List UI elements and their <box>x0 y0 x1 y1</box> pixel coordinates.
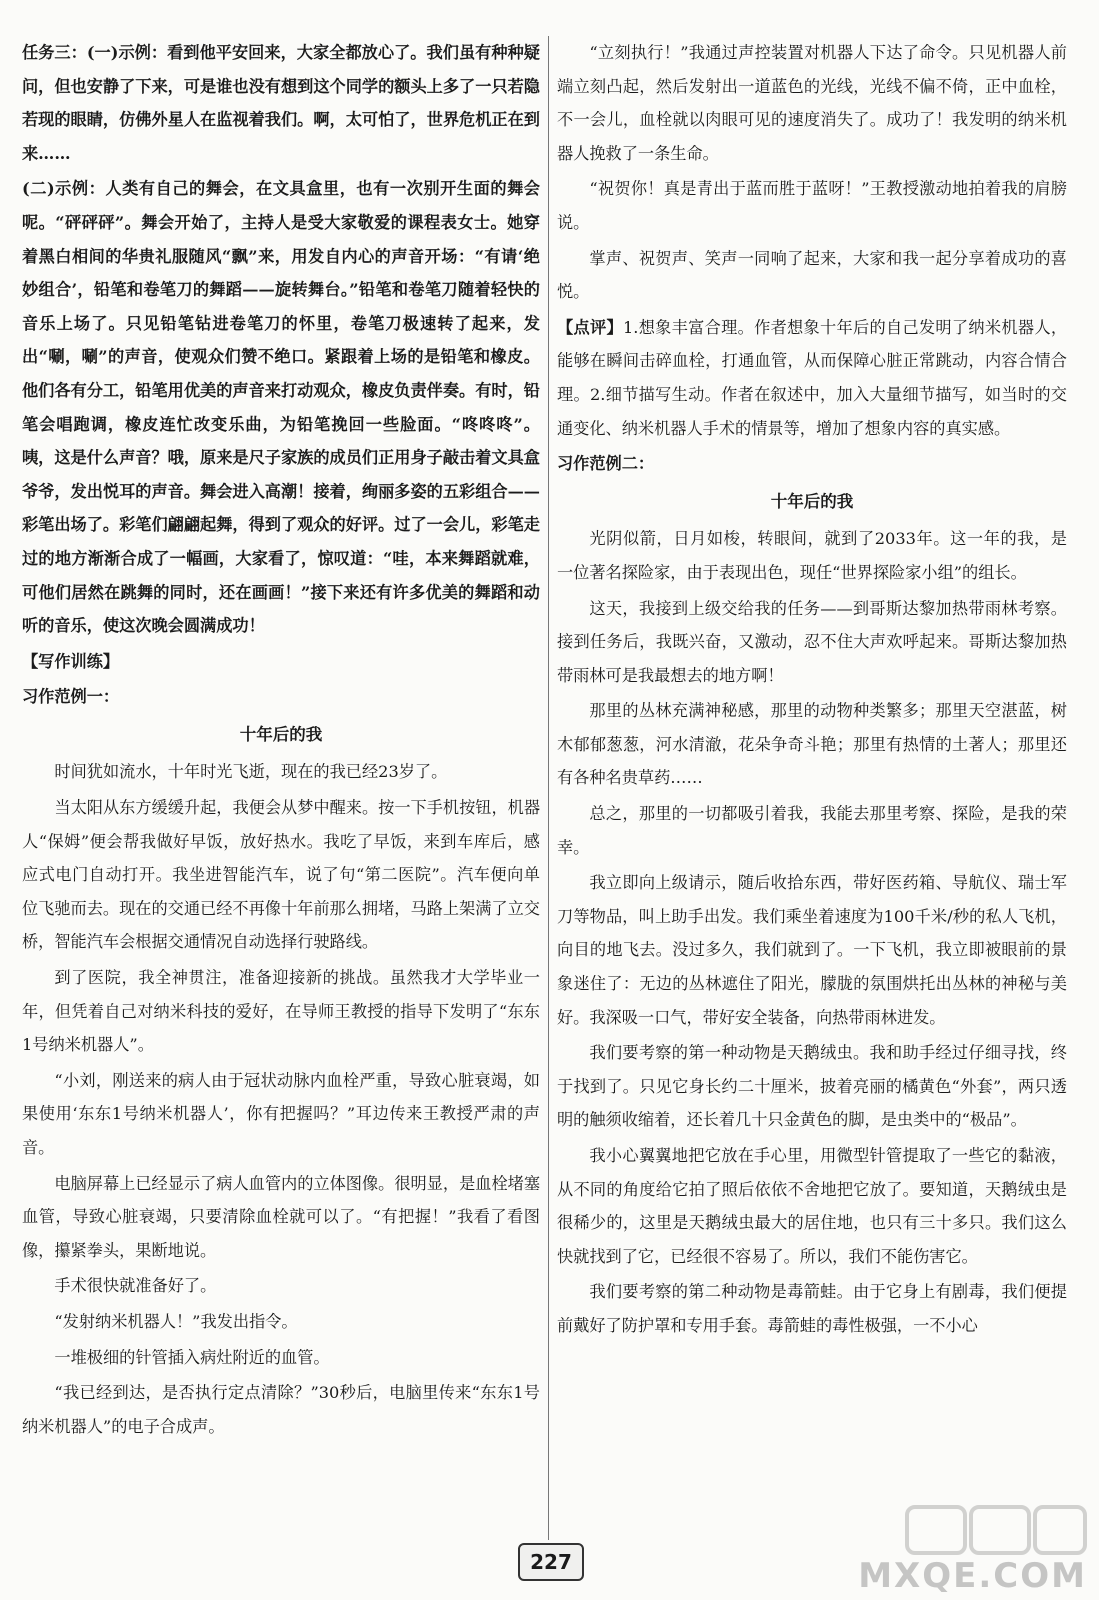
comment-text: 1.想象丰富合理。作者想象十年后的自己发明了纳米机器人，能够在瞬间击碎血栓，打通血管，从而保障心脏正常跳动，内容合情合理。2.细节描写生动。作者在叙述中，加入大量细节描写，如当时的交通变化、纳米机器人手术的情景等，增加了想象内容的真实感。 <box>557 317 1067 438</box>
essay-one-paragraph: “发射纳米机器人！”我发出指令。 <box>54 1311 298 1331</box>
task-three-example-two: (二)示例：人类有自己的舞会，在文具盒里，也有一次别开生面的舞会呢。“砰砰砰”。舞会开始了，主持人是受大家敬爱的课程表女士。她穿着黑白相间的华贵礼服随风“飘”来，用发自内心的声音开场：“有请‘绝妙组合’，铅笔和卷笔刀的舞蹈——旋转舞台。”铅笔和卷笔刀随着轻快的音乐上场了。只见铅笔钻进卷笔刀的怀里，卷笔刀极速转了起来，发出“唰，唰”的声音，使观众们赞不绝口。紧跟着上场的是铅笔和橡皮。他们各有分工，铅笔用优美的声音来打动观众，橡皮负责伴奏。有时，铅笔会唱跑调，橡皮连忙改变乐曲，为铅笔挽回一些脸面。“咚咚咚”。咦，这是什么声音？哦，原来是尺子家族的成员们正用身子敲击着文具盒爷爷，发出悦耳的声音。舞会进入高潮！接着，绚丽多姿的五彩组合——彩笔出场了。彩笔们翩翩起舞，得到了观众的好评。过了一会儿，彩笔走过的地方渐渐合成了一幅画，大家看了，惊叹道：“哇，本来舞蹈就难，可他们居然在跳舞的同时，还在画画！”接下来还有许多优美的舞蹈和动听的音乐，使这次晚会圆满成功！ <box>22 179 540 636</box>
section-heading-sample-two: 习作范例二： <box>557 454 655 474</box>
essay-one-paragraph: “小刘，刚送来的病人由于冠状动脉内血栓严重，导致心脏衰竭，如果使用‘东东1号纳米机器人’，你有把握吗？”耳边传来王教授严肃的声音。 <box>22 1070 540 1157</box>
essay-one-paragraph: “我已经到达，是否执行定点清除？”30秒后，电脑里传来“东东1号纳米机器人”的电子合成声。 <box>22 1383 540 1436</box>
section-heading-sample-one: 习作范例一： <box>22 687 120 707</box>
left-column <box>22 36 540 1540</box>
essay-two-paragraph: 我们要考察的第二种动物是毒箭蛙。由于它身上有剧毒，我们便提前戴好了防护罩和专用手套。毒箭蛙的毒性极强，一不小心 <box>557 1282 1067 1335</box>
essay-two-title: 十年后的我 <box>770 491 854 511</box>
essay-one-paragraph: “祝贺你！真是青出于蓝而胜于蓝呀！”王教授激动地拍着我的肩膀说。 <box>557 179 1067 232</box>
section-heading-writing-training: 【写作训练】 <box>22 651 120 671</box>
essay-one-paragraph: “立刻执行！”我通过声控装置对机器人下达了命令。只见机器人前端立刻凸起，然后发射出一道蓝色的光线，光线不偏不倚，正中血栓，不一会儿，血栓就以肉眼可见的速度消失了。成功了！我发明的纳米机器人挽救了一条生命。 <box>557 43 1067 163</box>
essay-two-paragraph: 总之，那里的一切都吸引着我，我能去那里考察、探险，是我的荣幸。 <box>557 804 1067 857</box>
comment-label: 【点评】 <box>557 317 623 337</box>
right-column <box>557 36 1067 1540</box>
essay-one-paragraph: 时间犹如流水，十年时光飞逝，现在的我已经23岁了。 <box>54 762 448 782</box>
essay-two-paragraph: 我立即向上级请示，随后收拾东西，带好医药箱、导航仪、瑞士军刀等物品，叫上助手出发。我们乘坐着速度为100千米/秒的私人飞机，向目的地飞去。没过多久，我们就到了。一下飞机，我立即被眼前的景象迷住了：无边的丛林遮住了阳光，朦胧的氛围烘托出丛林的神秘与美好。我深吸一口气，带好安全装备，向热带雨林进发。 <box>557 873 1067 1027</box>
essay-two-paragraph: 我小心翼翼地把它放在手心里，用微型针管提取了一些它的黏液，从不同的角度给它拍了照后依依不舍地把它放了。要知道，天鹅绒虫是很稀少的，这里是天鹅绒虫最大的居住地，也只有三十多只。我们这么快就找到了它，已经很不容易了。所以，我们不能伤害它。 <box>557 1146 1067 1266</box>
essay-two-paragraph: 我们要考察的第一种动物是天鹅绒虫。我和助手经过仔细寻找，终于找到了。只见它身长约二十厘米，披着亮丽的橘黄色“外套”，两只透明的触须收缩着，还长着几十只金黄色的脚，是虫类中的“极品”。 <box>557 1043 1067 1130</box>
essay-one-title: 十年后的我 <box>239 724 323 744</box>
task-three-example-one: 任务三：(一)示例：看到他平安回来，大家全都放心了。我们虽有种种疑问，但也安静了下来，可是谁也没有想到这个同学的额头上多了一只若隐若现的眼睛，仿佛外星人在监视着我们。啊，太可怕了，世界危机正在到来…… <box>22 43 540 163</box>
essay-one-comment <box>557 311 1067 445</box>
essay-two-paragraph: 光阴似箭，日月如梭，转眼间，就到了2033年。这一年的我，是一位著名探险家，由于表现出色，现任“世界探险家小组”的组长。 <box>557 529 1067 582</box>
essay-one-paragraph: 掌声、祝贺声、笑声一同响了起来，大家和我一起分享着成功的喜悦。 <box>557 248 1067 302</box>
watermark-text: MXQE.COM <box>858 1556 1087 1596</box>
essay-two-paragraph: 那里的丛林充满神秘感，那里的动物种类繁多；那里天空湛蓝，树木郁郁葱葱，河水清澈，花朵争奇斗艳；那里有热情的土著人；那里还有各种名贵草药…… <box>557 701 1067 788</box>
essay-one-paragraph: 当太阳从东方缓缓升起，我便会从梦中醒来。按一下手机按钮，机器人“保姆”便会帮我做好早饭，放好热水。我吃了早饭，来到车库后，感应式电门自动打开。我坐进智能汽车，说了句“第二医院”。汽车便向单位飞驰而去。现在的交通已经不再像十年前那么拥堵，马路上架满了立交桥，智能汽车会根据交通情况自动选择行驶路线。 <box>22 798 540 952</box>
essay-one-paragraph: 一堆极细的针管插入病灶附近的血管。 <box>54 1347 330 1367</box>
essay-two-paragraph: 这天，我接到上级交给我的任务——到哥斯达黎加热带雨林考察。接到任务后，我既兴奋，又激动，忍不住大声欢呼起来。哥斯达黎加热带雨林可是我最想去的地方啊！ <box>557 598 1067 685</box>
essay-one-paragraph: 手术很快就准备好了。 <box>54 1276 217 1296</box>
column-divider <box>548 36 549 1540</box>
essay-one-paragraph: 到了医院，我全神贯注，准备迎接新的挑战。虽然我才大学毕业一年，但凭着自己对纳米科技的爱好，在导师王教授的指导下发明了“东东1号纳米机器人”。 <box>22 968 540 1055</box>
page-number: 227 <box>518 1543 584 1581</box>
essay-one-paragraph: 电脑屏幕上已经显示了病人血管内的立体图像。很明显，是血栓堵塞血管，导致心脏衰竭，只要清除血栓就可以了。“有把握！”我看了看图像，攥紧拳头，果断地说。 <box>22 1173 540 1260</box>
